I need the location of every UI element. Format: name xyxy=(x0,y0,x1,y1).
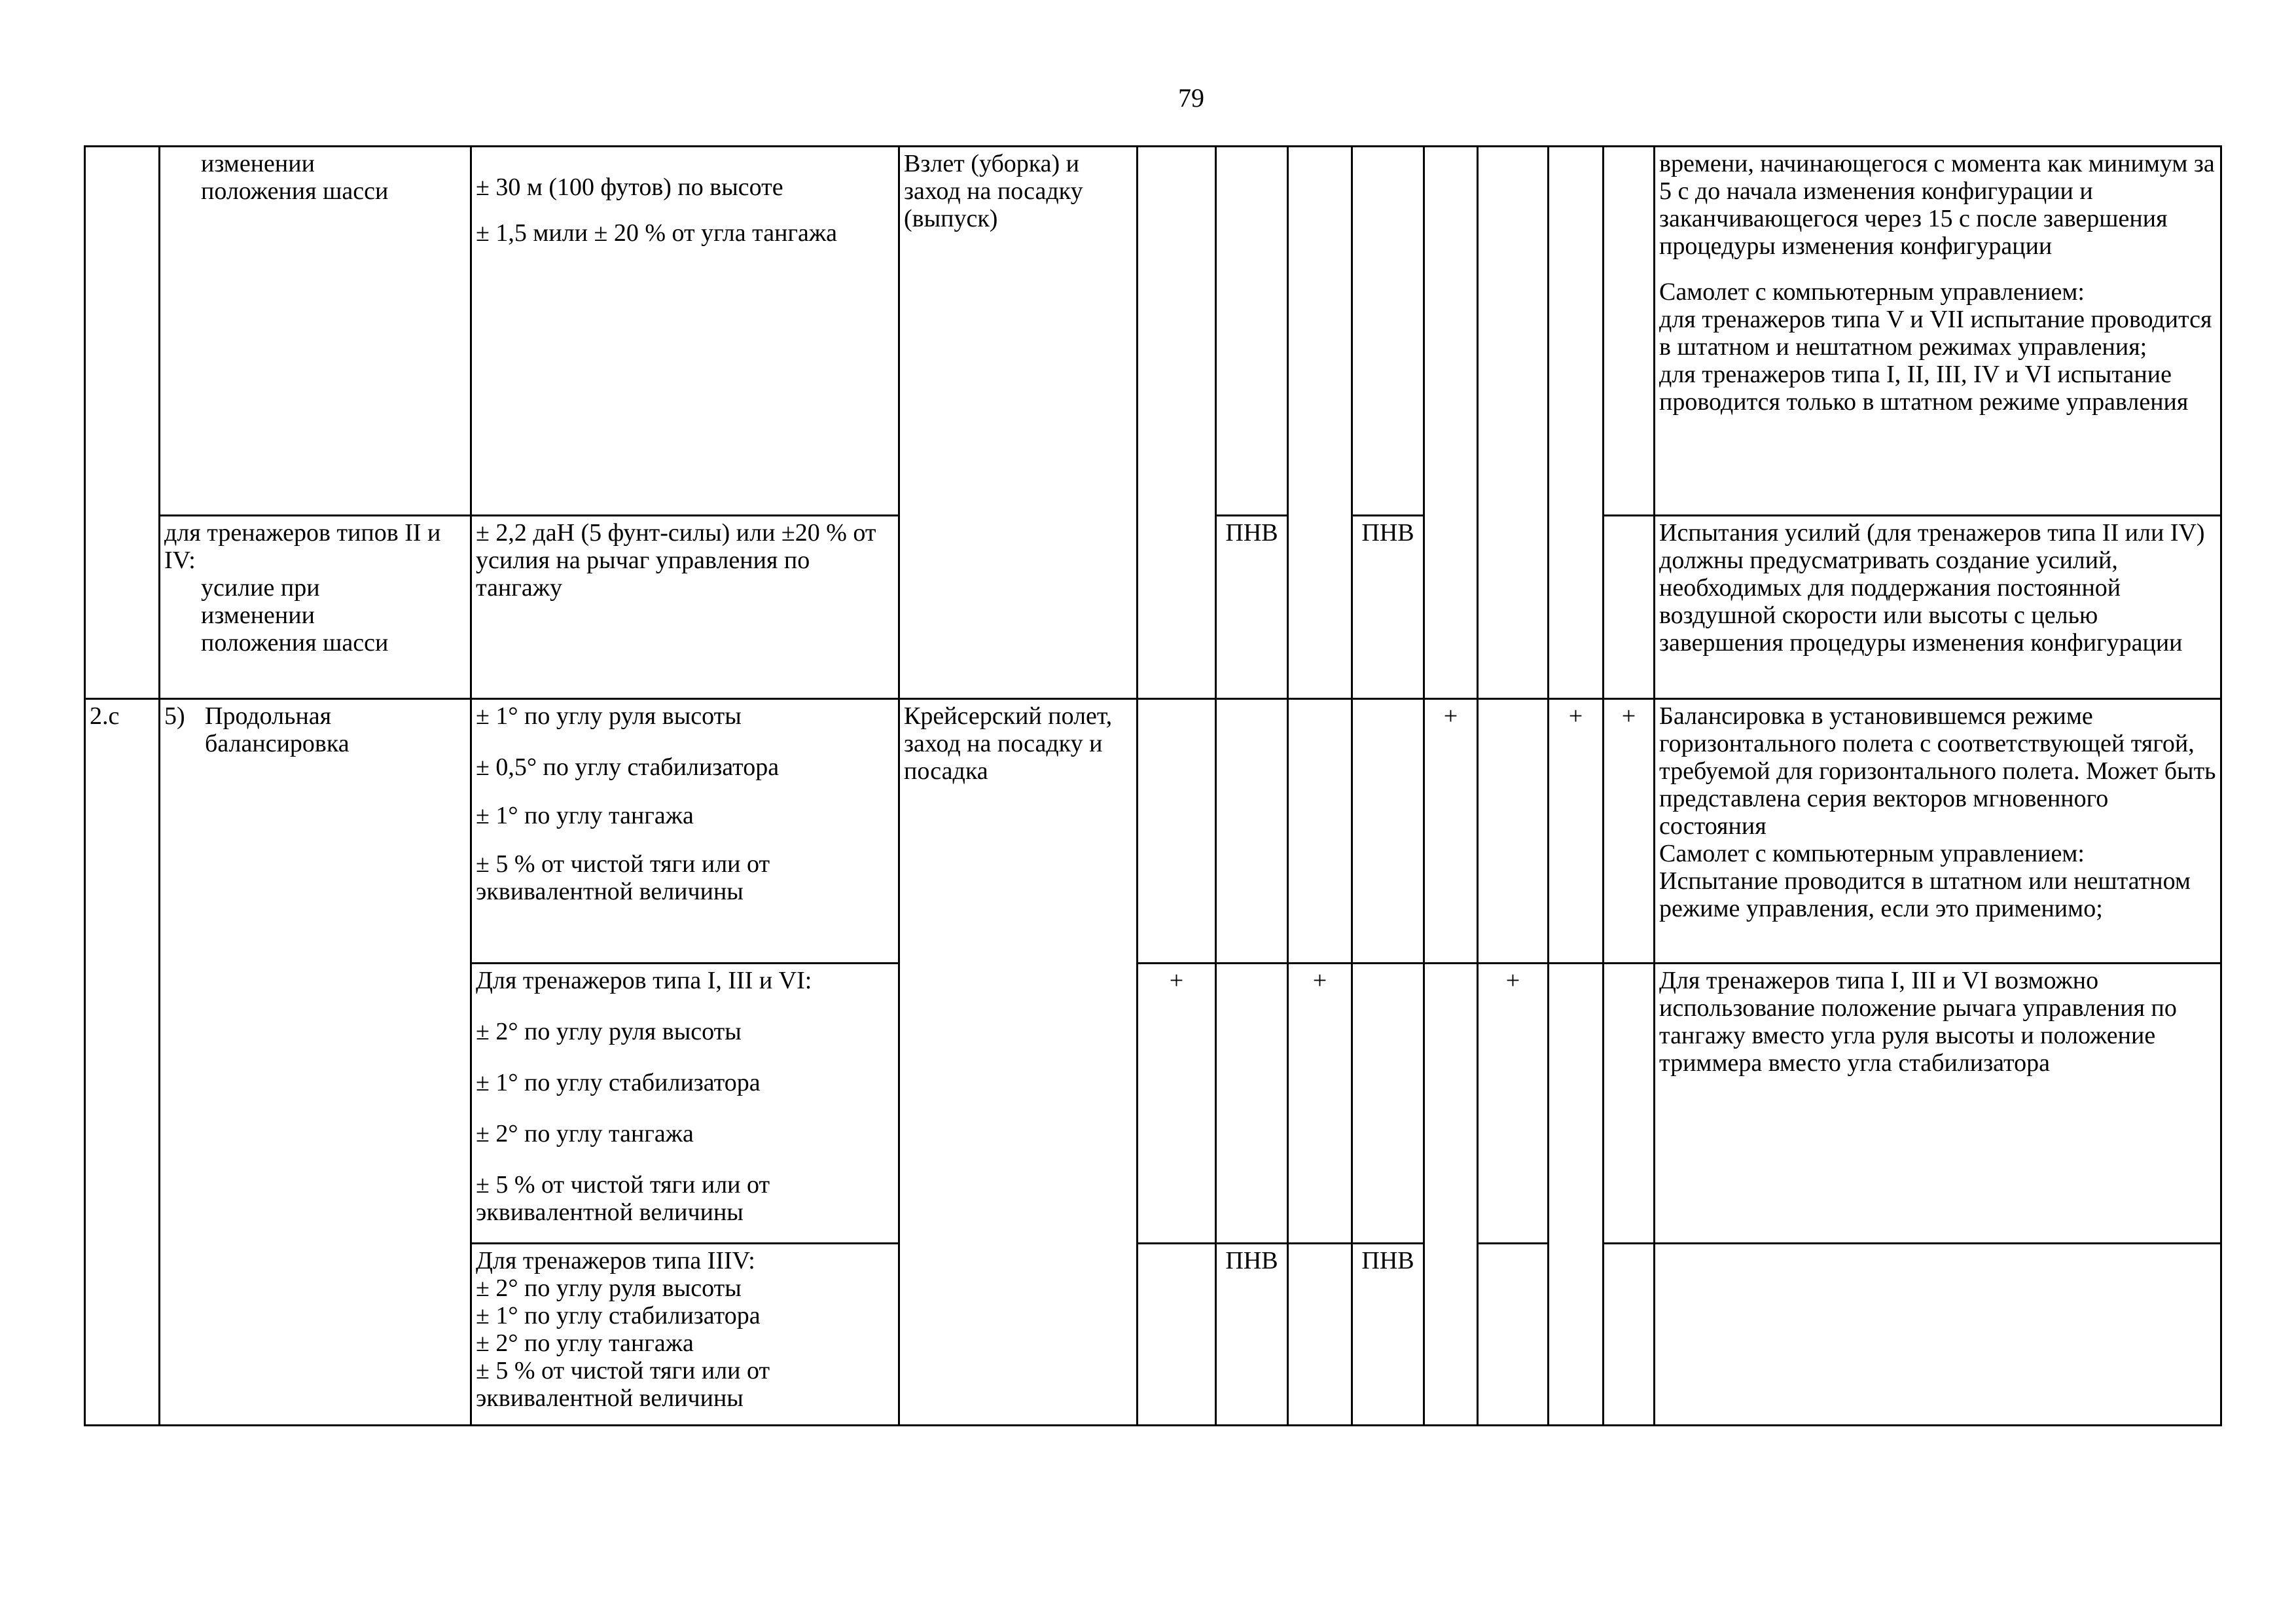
tolerance-cell xyxy=(471,699,899,964)
mark-cell: + xyxy=(1549,699,1604,964)
mark-cell xyxy=(1288,699,1352,964)
mark-cell xyxy=(1352,699,1424,964)
mark-cell: ПНВ xyxy=(1216,516,1288,699)
condition-cell xyxy=(899,147,1138,699)
mark-cell: + xyxy=(1288,964,1352,1244)
row-number-cell xyxy=(85,147,160,699)
tolerance-text: Для тренажеров типа IIIV: ± 2° по углу руля высоты ± 1° по углу стабилизатора ± 2° по углу тангажа ± 5 % от чистой тяги или от эквивалентной величины xyxy=(476,1247,770,1412)
mark-cell: ПНВ xyxy=(1216,1244,1288,1426)
mark-cell xyxy=(1549,964,1604,1426)
page-number: 79 xyxy=(1178,83,1204,113)
parameter-cell xyxy=(160,699,471,1426)
tolerance-line: ± 5 % от чистой тяги или от эквивалентной величины xyxy=(476,850,770,905)
row-number: 2.c xyxy=(90,702,120,730)
mark-cell xyxy=(1478,147,1549,699)
condition-text: Взлет (уборка) и заход на посадку (выпуск) xyxy=(904,150,1083,232)
mark-cell xyxy=(1604,516,1655,699)
mark-cell: + xyxy=(1138,964,1216,1244)
tolerance-line: ± 2° по углу руля высоты xyxy=(476,1018,742,1045)
parameter-text: изменении положения шасси xyxy=(201,150,389,205)
tolerance-line: ± 1° по углу тангажа xyxy=(476,802,694,829)
table-row xyxy=(85,147,2221,516)
mark-cell xyxy=(1478,699,1549,964)
note-text: Для тренажеров типа I, III и VI возможно использование положение рычага управления по тангажу вместо угла руля высоты и положение триммера вместо угла стабилизатора xyxy=(1659,967,2177,1077)
note-text: Самолет с компьютерным управлением: для тренажеров типа V и VII испытание проводится в штатном и нештатном режимах управления; для тренажеров типа I, II, III, IV и VI испытание проводится только в штатном режиме управления xyxy=(1659,278,2212,416)
tolerance-line: ± 1° по углу стабилизатора xyxy=(476,1069,761,1096)
row-number-cell xyxy=(85,699,160,1426)
mark-cell xyxy=(1604,1244,1655,1426)
note-text: времени, начинающегося с момента как минимум за 5 с до начала изменения конфигурации и заканчивающегося через 15 с после завершения процедуры изменения конфигурации xyxy=(1659,150,2215,260)
note-cell xyxy=(1655,699,2221,964)
note-text: Балансировка в установившемся режиме горизонтального полета с соответствующей тягой, требуемой для горизонтального полета. Может быть представлена серия векторов мгновенного состояния Самолет с компьютерным управлением: Испытание проводится в штатном или нештатном режиме управления, если это применимо; xyxy=(1659,702,2216,922)
mark-cell: + xyxy=(1478,964,1549,1244)
mark-cell xyxy=(1138,147,1216,699)
tolerance-line: ± 2° по углу тангажа xyxy=(476,1120,694,1147)
tolerance-line: ± 1° по углу руля высоты xyxy=(476,702,742,730)
mark-cell xyxy=(1478,1244,1549,1426)
mark-cell xyxy=(1216,964,1288,1244)
mark-cell xyxy=(1549,147,1604,699)
tolerance-cell xyxy=(471,516,899,699)
mark-cell xyxy=(1424,147,1478,699)
tolerance-head: Для тренажеров типа I, III и VI: xyxy=(476,967,812,994)
note-text: Испытания усилий (для тренажеров типа II или IV) должны предусматривать создание усилий, необходимых для поддержания постоянной воздушной скорости или высоты с целью завершения процедуры изменения конфигурации xyxy=(1659,519,2205,657)
tolerance-cell xyxy=(471,964,899,1244)
mark-cell: ПНВ xyxy=(1352,1244,1424,1426)
mark-cell xyxy=(1604,964,1655,1244)
mark-cell xyxy=(1352,964,1424,1244)
mark-cell xyxy=(1288,1244,1352,1426)
mark-cell xyxy=(1424,964,1478,1426)
requirements-table xyxy=(84,145,2222,1426)
parameter-cell xyxy=(160,516,471,699)
mark-cell: ПНВ xyxy=(1352,516,1424,699)
tolerance-cell xyxy=(471,147,899,516)
mark-cell xyxy=(1352,147,1424,516)
mark-cell xyxy=(1216,699,1288,964)
note-cell xyxy=(1655,1244,2221,1426)
note-cell xyxy=(1655,147,2221,516)
mark-cell: + xyxy=(1424,699,1478,964)
tolerance-line: ± 30 м (100 футов) по высоте xyxy=(476,173,783,201)
parameter-head: для тренажеров типов II и IV: xyxy=(164,519,441,574)
table-row xyxy=(85,699,2221,964)
tolerance-line: ± 5 % от чистой тяги или от эквивалентной величины xyxy=(476,1171,770,1226)
tolerance-text: ± 2,2 даН (5 фунт-силы) или ±20 % от усилия на рычаг управления по тангажу xyxy=(476,519,876,602)
condition-cell xyxy=(899,699,1138,1426)
mark-cell xyxy=(1216,147,1288,516)
tolerance-line: ± 1,5 мили ± 20 % от угла тангажа xyxy=(476,219,837,247)
parameter-cell xyxy=(160,147,471,516)
mark-cell xyxy=(1138,1244,1216,1426)
condition-text: Крейсерский полет, заход на посадку и посадка xyxy=(904,702,1113,785)
note-cell xyxy=(1655,516,2221,699)
parameter-text: усилие при изменении положения шасси xyxy=(201,574,389,657)
item-number: 5) xyxy=(164,702,185,730)
tolerance-line: ± 0,5° по углу стабилизатора xyxy=(476,753,780,781)
mark-cell xyxy=(1288,147,1352,699)
note-cell xyxy=(1655,964,2221,1244)
mark-cell: + xyxy=(1604,699,1655,964)
mark-cell xyxy=(1604,147,1655,516)
tolerance-cell xyxy=(471,1244,899,1426)
mark-cell xyxy=(1138,699,1216,964)
item-name: Продольная балансировка xyxy=(205,702,350,757)
